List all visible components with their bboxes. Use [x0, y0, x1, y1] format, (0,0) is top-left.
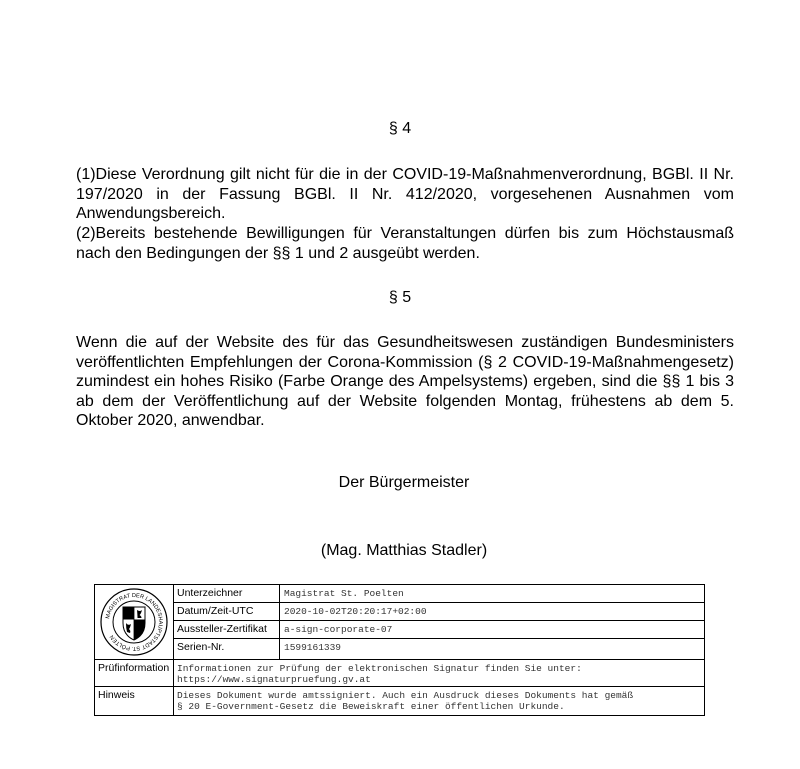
paragraph-line: zumindest ein hohes Risiko (Farbe Orange des Ampelsystems) ergeben, sind die §§ 1 bis 3 [76, 373, 734, 390]
signature-row-value: a-sign-corporate-07 [284, 624, 393, 635]
seal-logo [95, 585, 174, 660]
pruefinformation-link[interactable]: https://www.signaturpruefung.gv.at [177, 674, 371, 685]
signature-row-value: Magistrat St. Poelten [284, 588, 404, 599]
pruefinformation-text: Informationen zur Prüfung der elektronischen Signatur finden Sie unter: [177, 663, 582, 674]
signature-row-label: Aussteller-Zertifikat [174, 621, 280, 638]
city-seal-icon [95, 585, 173, 659]
paragraph-line: ab dem der Veröffentlichung auf der Website folgenden Montag, frühestens ab dem 5. [76, 392, 734, 410]
signature-row-label: Datum/Zeit-UTC [174, 603, 280, 620]
signature-row-pruefinformation [95, 660, 704, 687]
paragraph-line: (2)Bereits bestehende Bewilligungen für Veranstaltungen dürfen bis zum Höchstausmaß [76, 225, 734, 242]
seal-text: MAGISTRAT DER LANDESHAUPTSTADT ST. PÖLTEN [105, 592, 164, 652]
paragraph-line: Oktober 2020, anwendbar. [76, 412, 265, 429]
signature-row-value [177, 663, 701, 685]
paragraph-line: veröffentlichten Empfehlungen der Corona-Kommission (§ 2 COVID-19-Maßnahmengesetz) [76, 353, 734, 371]
signature-block [94, 584, 705, 716]
signature-row-datum [174, 603, 705, 621]
paragraph-line: Anwendungsbereich. [76, 205, 226, 222]
paragraph-line: 197/2020 in der Fassung BGBl. II Nr. 412/2020, vorgesehenen Ausnahmen vom [76, 185, 734, 203]
paragraph-line: (1)Diese Verordnung gilt nicht für die in der COVID-19-Maßnahmenverordnung, BGBl. II Nr. [76, 166, 734, 183]
hinweis-text: § 20 E-Government-Gesetz die Beweiskraft einer öffentlichen Urkunde. [177, 701, 565, 712]
signature-row-value: 2020-10-02T20:20:17+02:00 [284, 606, 427, 617]
paragraph-line: Wenn die auf der Website des für das Gesundheitswesen zuständigen Bundesministers [76, 334, 734, 351]
signatory-title: Der Bürgermeister [338, 474, 470, 491]
signature-row-label: Serien-Nr. [174, 639, 280, 659]
section-4-paragraph-1 [76, 165, 734, 224]
signatory-name: (Mag. Matthias Stadler) [320, 542, 488, 559]
signature-row-value: 1599161339 [284, 642, 342, 653]
hinweis-text: Dieses Dokument wurde amtssigniert. Auch ein Ausdruck dieses Dokuments hat gemäß [177, 690, 634, 701]
signature-row-hinweis [95, 687, 704, 715]
signature-row-serien-nr [174, 639, 705, 660]
signature-row-label: Hinweis [95, 687, 174, 715]
signature-row-aussteller [174, 621, 705, 639]
section-5-paragraph [76, 333, 734, 431]
section-4-paragraph-2 [76, 224, 734, 263]
signature-row-unterzeichner [174, 585, 705, 603]
signature-row-label: Unterzeichner [174, 585, 280, 602]
signature-row-value [177, 690, 701, 712]
signature-row-label: Prüfinformation [95, 660, 174, 686]
paragraph-line: nach den Bedingungen der §§ 1 und 2 ausgeübt werden. [76, 244, 480, 262]
section-5-heading: § 5 [388, 289, 412, 306]
section-4-heading: § 4 [388, 120, 412, 137]
